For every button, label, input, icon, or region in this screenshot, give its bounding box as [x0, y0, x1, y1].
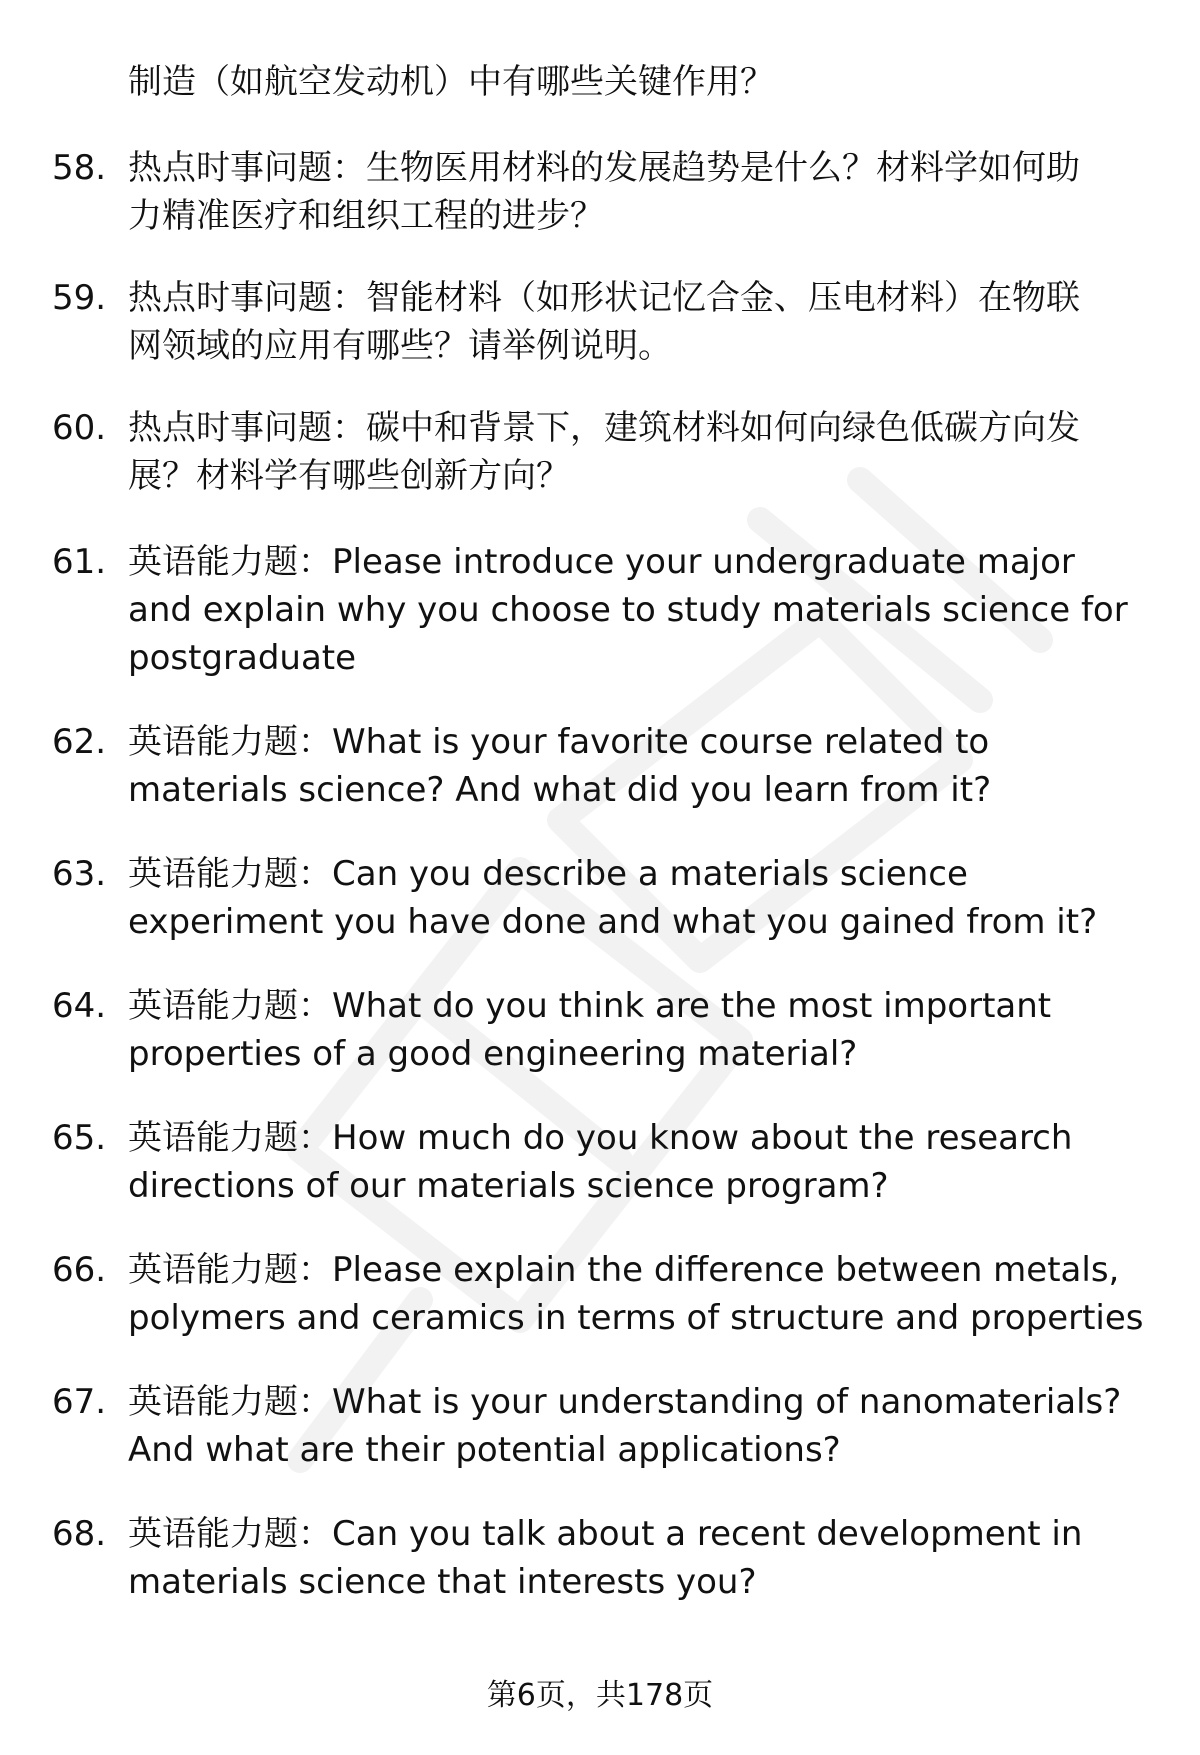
item-text-line: properties of a good engineering material?: [128, 1034, 858, 1074]
item-number: 60.: [52, 408, 107, 448]
item-text-line: And what are their potential applications?: [128, 1430, 841, 1470]
item-text-line: postgraduate: [128, 638, 357, 678]
item-text-line: 热点时事问题：智能材料（如形状记忆合金、压电材料）在物联: [128, 278, 1080, 318]
item-text-line: materials science? And what did you learn from it?: [128, 770, 992, 810]
item-text-line: polymers and ceramics in terms of structure and properties: [128, 1298, 1144, 1338]
item-number: 58.: [52, 148, 107, 188]
item-number: 62.: [52, 722, 107, 762]
item-number: 68.: [52, 1514, 107, 1554]
item-text-line: 英语能力题：Can you talk about a recent development in: [128, 1514, 1083, 1554]
item-text-line: experiment you have done and what you gained from it?: [128, 902, 1098, 942]
item-text-line: 英语能力题：How much do you know about the research: [128, 1118, 1073, 1158]
page-footer: 第6页，共178页: [486, 1678, 714, 1713]
item-text-line: 英语能力题：What is your favorite course related to: [128, 722, 990, 762]
item-number: 67.: [52, 1382, 107, 1422]
item-text-line: 英语能力题：Please explain the difference between metals,: [128, 1250, 1120, 1290]
item-text-line: 热点时事问题：生物医用材料的发展趋势是什么？材料学如何助: [128, 148, 1080, 188]
item-text-line: 英语能力题：Can you describe a materials science: [128, 854, 968, 894]
item-text-line: 网领域的应用有哪些？请举例说明。: [128, 326, 672, 366]
continuation-line: 制造（如航空发动机）中有哪些关键作用？: [128, 62, 774, 102]
item-text-line: materials science that interests you?: [128, 1562, 757, 1602]
item-text-line: 展？材料学有哪些创新方向？: [128, 456, 570, 496]
item-number: 63.: [52, 854, 107, 894]
item-number: 65.: [52, 1118, 107, 1158]
item-text-line: and explain why you choose to study materials science for: [128, 590, 1128, 630]
item-text-line: 英语能力题：What is your understanding of nanomaterials?: [128, 1382, 1122, 1422]
item-number: 64.: [52, 986, 107, 1026]
item-number: 61.: [52, 542, 107, 582]
item-text-line: 英语能力题：Please introduce your undergraduate major: [128, 542, 1075, 582]
item-text-line: 热点时事问题：碳中和背景下，建筑材料如何向绿色低碳方向发: [128, 408, 1080, 448]
item-number: 59.: [52, 278, 107, 318]
item-text-line: 英语能力题：What do you think are the most important: [128, 986, 1052, 1026]
item-text-line: 力精准医疗和组织工程的进步？: [128, 196, 604, 236]
item-text-line: directions of our materials science program?: [128, 1166, 889, 1206]
item-number: 66.: [52, 1250, 107, 1290]
